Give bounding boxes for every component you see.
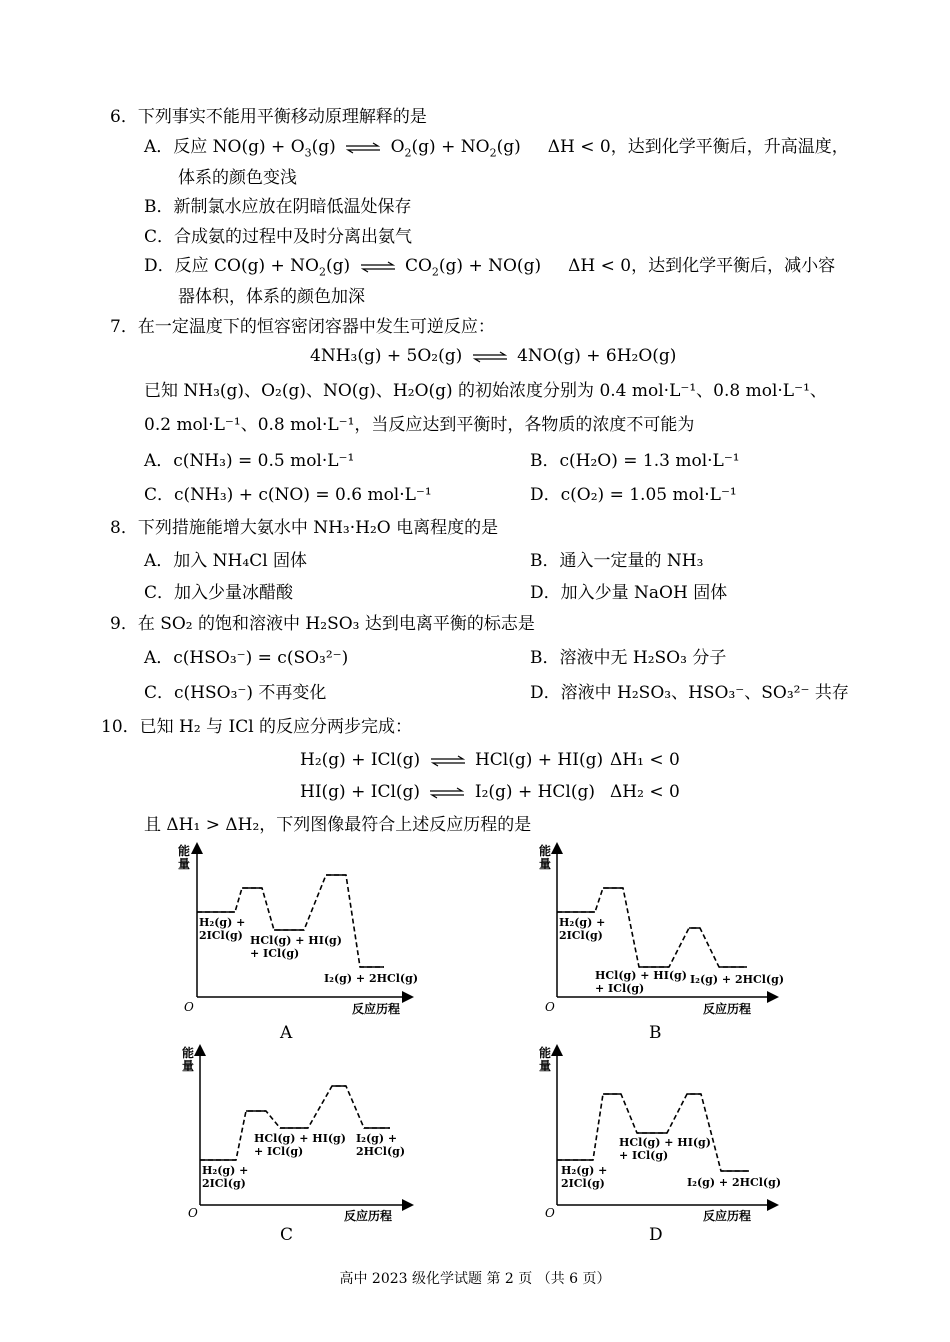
reactant-label: H₂(g) +: [199, 916, 246, 929]
product-label: I₂(g) + 2HCl(g): [687, 1176, 782, 1189]
q8-option-a: A．加入 NH₄Cl 固体: [144, 551, 308, 571]
q6-option-d: D．反应 $CO(g) + NO_2(g) CO_2(g) + NO(g)$ ΔH < 0，达到化学平衡后，减小容: [144, 256, 836, 279]
q7-option-d: D．c(O₂) = 1.05 mol·L⁻¹: [530, 485, 737, 505]
reactant-label: H₂(g) +: [561, 1164, 608, 1177]
equilibrium-arrow-icon: [429, 787, 465, 799]
q9-stem: 9．在 SO₂ 的饱和溶液中 H₂SO₃ 达到电离平衡的标志是: [110, 614, 535, 634]
energy-diagram-b: [535, 840, 785, 1043]
y-label: 能: [178, 844, 191, 858]
x-label: 反应历程: [352, 1002, 401, 1016]
q6-option-d-cont: 器体积，体系的颜色加深: [178, 287, 365, 307]
intermediate-label: + ICl(g): [254, 1145, 304, 1158]
q6-option-c: C．合成氨的过程中及时分离出氨气: [144, 227, 413, 247]
energy-diagram-d: [535, 1045, 785, 1245]
x-label: 反应历程: [703, 1002, 752, 1016]
q7-equation: 4NH₃(g) + 5O₂(g) 4NO(g) + 6H₂O(g): [310, 346, 677, 366]
q7-stem: 7．在一定温度下的恒容密闭容器中发生可逆反应：: [110, 317, 495, 337]
q8-option-c: C．加入少量冰醋酸: [144, 583, 294, 603]
intermediate-label: HCl(g) + HI(g): [595, 969, 687, 982]
q7-known-2: 0.2 mol·L⁻¹、0.8 mol·L⁻¹，当反应达到平衡时，各物质的浓度不可能为: [144, 415, 695, 435]
q6-option-a: A．反应 $NO(g) + O_3(g) O_2(g) + NO_2(g)$ ΔH < 0，达到化学平衡后，升高温度，: [144, 137, 849, 160]
y-label: 量: [539, 1059, 552, 1073]
origin-label: O: [188, 1206, 198, 1220]
origin-label: O: [184, 1000, 194, 1014]
y-label: 量: [178, 857, 191, 871]
page-footer: 高中 2023 级化学试题 第 2 页 （共 6 页）: [339, 1271, 611, 1287]
q10-stem: 10．已知 H₂ 与 ICl 的反应分两步完成：: [101, 717, 413, 737]
energy-diagram-c: [170, 1045, 420, 1245]
q10-equation-2: HI(g) + ICl(g) I₂(g) + HCl(g): [300, 782, 596, 802]
equilibrium-arrow-icon: [430, 755, 466, 767]
q8-option-d: D．加入少量 NaOH 固体: [530, 583, 728, 603]
y-label: 量: [182, 1059, 195, 1073]
intermediate-label: HCl(g) + HI(g): [619, 1136, 711, 1149]
equilibrium-arrow-icon: [345, 142, 381, 154]
product-label: I₂(g) + 2HCl(g): [324, 972, 419, 985]
y-label: 能: [539, 1046, 552, 1060]
energy-diagram-a: [170, 840, 420, 1043]
origin-label: O: [545, 1000, 555, 1014]
q8-option-b: B．通入一定量的 NH₃: [530, 551, 704, 571]
origin-label: O: [545, 1206, 555, 1220]
x-label: 反应历程: [344, 1209, 393, 1223]
q7-option-b: B．c(H₂O) = 1.3 mol·L⁻¹: [530, 451, 740, 471]
q7-known-1: 已知 NH₃(g)、O₂(g)、NO(g)、H₂O(g) 的初始浓度分别为 0.4 mol·L⁻¹、0.8 mol·L⁻¹、: [144, 381, 827, 401]
reactant-label: 2ICl(g): [561, 1177, 605, 1190]
reactant-label: H₂(g) +: [559, 916, 606, 929]
q9-option-b: B．溶液中无 H₂SO₃ 分子: [530, 648, 727, 668]
intermediate-label: HCl(g) + HI(g): [250, 934, 342, 947]
q10-condition: 且 ΔH₁ > ΔH₂，下列图像最符合上述反应历程的是: [144, 815, 532, 835]
equilibrium-arrow-icon: [472, 351, 508, 363]
reactant-label: 2ICl(g): [559, 929, 603, 942]
q9-option-c: C．c(HSO₃⁻) 不再变化: [144, 683, 327, 703]
y-label: 量: [539, 857, 552, 871]
x-label: 反应历程: [703, 1209, 752, 1223]
intermediate-label: + ICl(g): [595, 982, 645, 995]
reactant-label: 2ICl(g): [199, 929, 243, 942]
caption-a: A: [280, 1023, 293, 1043]
q10-dh2: ΔH₂ < 0: [610, 782, 680, 802]
caption-d: D: [649, 1225, 663, 1245]
q9-option-a: A．c(HSO₃⁻) = c(SO₃²⁻): [144, 648, 349, 668]
reactant-label: 2ICl(g): [202, 1177, 246, 1190]
intermediate-label: + ICl(g): [250, 947, 300, 960]
q6-option-a-cont: 体系的颜色变浅: [178, 168, 297, 188]
caption-b: B: [649, 1023, 662, 1043]
y-label: 能: [539, 844, 552, 858]
q7-option-a: A．c(NH₃) = 0.5 mol·L⁻¹: [144, 451, 355, 471]
intermediate-label: + ICl(g): [619, 1149, 669, 1162]
q6-stem: 6．下列事实不能用平衡移动原理解释的是: [110, 107, 427, 127]
q8-stem: 8．下列措施能增大氨水中 NH₃·H₂O 电离程度的是: [110, 518, 499, 538]
product-label: I₂(g) +: [356, 1132, 398, 1145]
q10-dh1: ΔH₁ < 0: [610, 750, 680, 770]
q6-option-b: B．新制氯水应放在阴暗低温处保存: [144, 197, 412, 217]
intermediate-label: HCl(g) + HI(g): [254, 1132, 346, 1145]
y-label: 能: [182, 1046, 195, 1060]
reactant-label: H₂(g) +: [202, 1164, 249, 1177]
caption-c: C: [280, 1225, 294, 1245]
equilibrium-arrow-icon: [360, 261, 396, 273]
product-label: 2HCl(g): [356, 1145, 406, 1158]
product-label: I₂(g) + 2HCl(g): [690, 973, 785, 986]
q9-option-d: D．溶液中 H₂SO₃、HSO₃⁻、SO₃²⁻ 共存: [530, 683, 849, 703]
q10-equation-1: H₂(g) + ICl(g) HCl(g) + HI(g): [300, 750, 604, 770]
q7-option-c: C．c(NH₃) + c(NO) = 0.6 mol·L⁻¹: [144, 485, 432, 505]
